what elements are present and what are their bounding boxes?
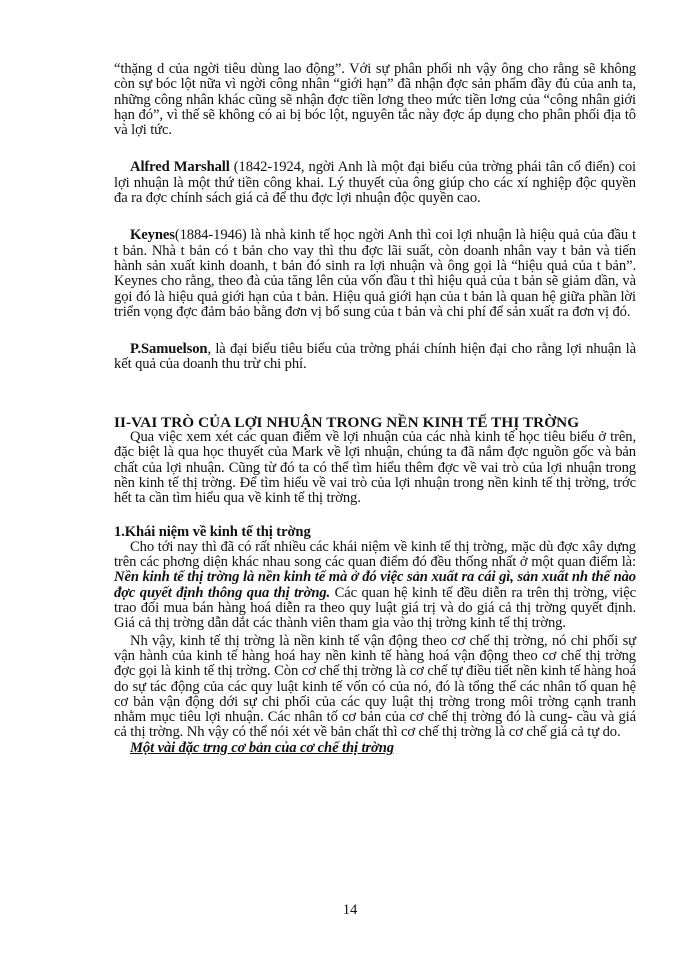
samuelson-text: , là đại biểu tiêu biểu của trờng phái chính hiện đại cho rằng lợi nhuận là kết quả của doanh thu trừ chi phí.	[114, 341, 636, 373]
sub-heading-market-economy: 1.Khái niệm về kinh tế thị trờng	[114, 523, 311, 540]
keynes-text: (1884-1946) là nhà kinh tế học ngời Anh thì coi lợi nhuận là hiệu quả của đầu t t bản. Nhà t bản có t bản cho vay thì thu đợc lãi suất, còn doanh nhân vay t bản và tiến hành sản xuất kinh doanh, t bản đó sinh ra lợi nhuận và ông gọi là “hiệu quả của t bản”. Keynes cho rằng, theo đà của tăng lên của vốn đầu t thì hiệu quả của t bản sẽ giảm dần, và gọi đó là hiệu quả giới hạn của t bản. Hiệu quả giới hạn của t bản là quan hệ giữa phần lời triển vọng đợc đảm bảo bằng đơn vị bổ sung của t bản và chi phí để sản xuất ra đơn vị đó.	[114, 227, 636, 320]
paragraph-samuelson	[114, 342, 636, 373]
page-number: 14	[342, 902, 358, 918]
section-intro-paragraph: Qua việc xem xét các quan điểm về lợi nhuận của các nhà kinh tế học tiêu biểu ở trên, đặc biệt là qua học thuyết của Mark về lợi nhuận, chúng ta đã nắm đợc nguồn gốc và bản chất của lợi nhuận. Cũng từ đó ta có thể tìm hiểu thêm đợc về vai trò của lợi nhuận trong nền kinh tế thị trờng. Để tìm hiểu về vai trò của lợi nhuận trong nền kinh tế thị trờng, trớc hết ta cần tìm hiểu qua về kinh tế thị trờng.	[114, 429, 636, 507]
paragraph-keynes	[114, 228, 636, 320]
document-page	[114, 62, 636, 756]
concept-definition: Nền kinh tế thị trờng là nền kinh tế mà ở đó việc sản xuất ra cái gì, sản xuất nh thế nào đợc quyết định thông qua thị trờng.	[114, 569, 636, 601]
author-name-keynes: Keynes	[130, 227, 175, 244]
author-name-samuelson: P.Samuelson	[130, 341, 208, 358]
paragraph-marshall	[114, 160, 636, 206]
concept-paragraph	[114, 540, 636, 632]
features-heading: Một vài đặc trng cơ bản của cơ chế thị trờng	[130, 739, 394, 756]
concept-start: Cho tới nay thì đã có rất nhiều các khái niệm về kinh tế thị trờng, mặc dù đợc xây dựng trên các phơng diện khác nhau song các quan điểm đó đều thống nhất ở một quan điểm là:	[114, 538, 636, 571]
paragraph-distribution-theory: “thặng d của ngời tiêu dùng lao động”. Với sự phân phối nh vậy ông cho rằng sẽ không còn sự bóc lột nữa vì ngời công nhân “giới hạn” đã nhận đợc sản phẩm đầy đủ của anh ta, những công nhân khác cũng sẽ nhận đợc tiền lơng theo mức tiền lơng của “công nhân giới hạn đó”, vì thế sẽ không có ai bị bóc lột, nguyên tắc này đợc áp dụng cho phân phối địa tô và lợi tức.	[114, 61, 636, 139]
marshall-text: (1842-1924, ngời Anh là một đại biểu của trờng phái tân cổ điển) coi lợi nhuận là một thứ tiền công khai. Lý thuyết của ông giúp cho các xí nghiệp độc quyền đa ra đợc chính sách giá cả để thu đợc lợi nhuận độc quyền cao.	[114, 159, 636, 207]
mechanism-paragraph: Nh vậy, kinh tế thị trờng là nền kinh tế vận động theo cơ chế thị trờng, nó chi phối sự vận hành của kinh tế hàng hoá hay nền kinh tế hàng hoá vận động theo cơ chế thị trờng đợc gọi là kinh tế thị trờng. Còn cơ chế thị trờng là cơ chế tự điều tiết nền kinh tế hàng hoá do sự tác động của các quy luật kinh tế vốn có của nó, đó là tổng thể các nhân tố quan hệ cơ bản vận động dới sự chi phối của các quy luật thị trờng trong môi trờng cạnh tranh nhằm mục tiêu lợi nhuận. Các nhân tố cơ bản của cơ chế thị trờng đó là cung- cầu và giá cả thị trờng. Nh vậy có thể nói xét về bản chất thì cơ chế thị trờng là cơ chế giá cả tự do.	[114, 632, 636, 741]
author-name-marshall: Alfred Marshall	[130, 159, 230, 176]
section-heading: II-VAI TRÒ CỦA LỢI NHUẬN TRONG NỀN KINH TẾ THỊ TRỜNG	[114, 413, 580, 431]
concept-end: Các quan hệ kinh tế đều diễn ra trên thị trờng, việc trao đổi mua bán hàng hoá diễn ra theo quy luật giá trị và do giá cả thị trờng quyết định. Giá cả thị trờng dẫn dắt các thành viên tham gia vào thị trờng kinh tế thị trờng.	[114, 584, 636, 632]
